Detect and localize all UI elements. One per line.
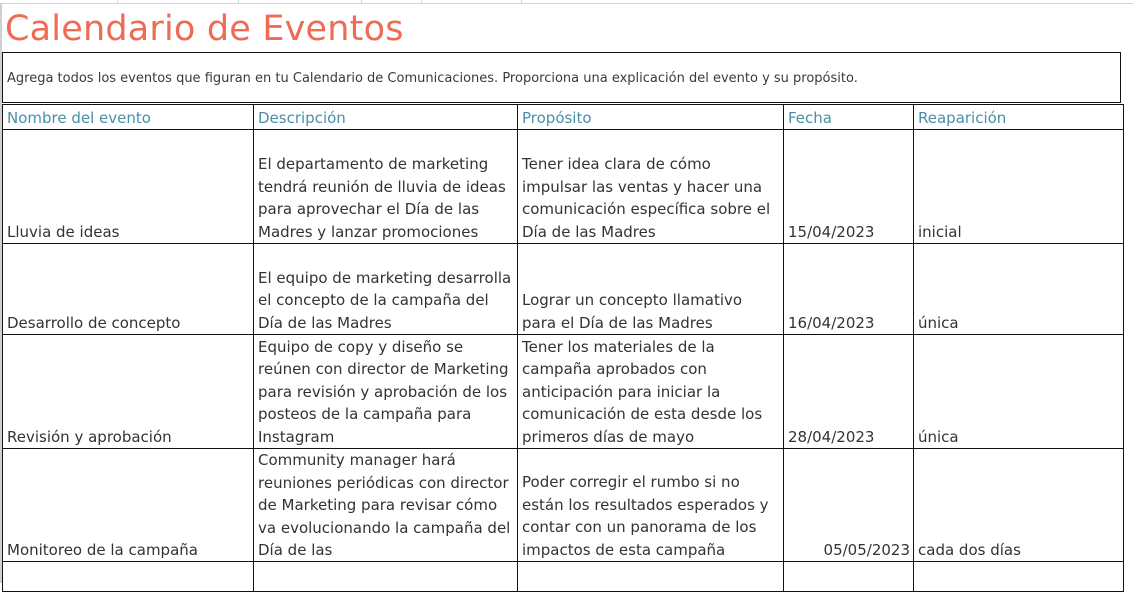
- event-date-cell[interactable]: 28/04/2023: [784, 335, 914, 449]
- event-purpose-cell[interactable]: Poder corregir el rumbo si no están los resultados esperados y contar con un panorama de los impactos de esta campaña: [518, 449, 784, 562]
- gridline: [117, 0, 118, 3]
- event-recurrence-cell[interactable]: única: [914, 244, 1124, 335]
- gridline: [361, 0, 362, 3]
- gridline: [521, 0, 522, 3]
- gridline: [238, 0, 239, 3]
- event-name-cell[interactable]: Lluvia de ideas: [3, 130, 254, 244]
- event-description-cell[interactable]: El departamento de marketing tendrá reunión de lluvia de ideas para aprovechar el Día de las Madres y lanzar promociones: [254, 130, 518, 244]
- event-recurrence-cell[interactable]: inicial: [914, 130, 1124, 244]
- page-title[interactable]: Calendario de Eventos: [5, 9, 404, 49]
- header-purpose[interactable]: Propósito: [518, 105, 784, 130]
- gridline: [421, 0, 422, 3]
- event-description-cell[interactable]: Equipo de copy y diseño se reúnen con director de Marketing para revisión y aprobación de los posteos de la campaña para Instagram: [254, 335, 518, 449]
- header-row: [3, 105, 1124, 130]
- event-name-cell[interactable]: Monitoreo de la campaña: [3, 449, 254, 562]
- event-purpose-cell[interactable]: Lograr un concepto llamativo para el Día de las Madres: [518, 244, 784, 335]
- table-row: [3, 130, 1124, 244]
- event-date-cell[interactable]: 05/05/2023: [784, 449, 914, 562]
- event-purpose-cell[interactable]: [518, 562, 784, 592]
- event-description-cell[interactable]: El equipo de marketing desarrolla el concepto de la campaña del Día de las Madres: [254, 244, 518, 335]
- event-name-cell[interactable]: [3, 562, 254, 592]
- event-purpose-cell[interactable]: Tener idea clara de cómo impulsar las ventas y hacer una comunicación específica sobre el Día de las Madres: [518, 130, 784, 244]
- event-description-text: Community manager hará reuniones periódicas con director de Marketing para revisar cómo va evolucionando la campaña del Día de las: [258, 451, 511, 559]
- table-row: [3, 244, 1124, 335]
- event-recurrence-cell[interactable]: única: [914, 335, 1124, 449]
- event-recurrence-cell[interactable]: [914, 562, 1124, 592]
- instructions-cell[interactable]: Agrega todos los eventos que figuran en tu Calendario de Comunicaciones. Proporciona una explicación del evento y su propósito.: [2, 52, 1121, 103]
- table-row: [3, 335, 1124, 449]
- header-date[interactable]: Fecha: [784, 105, 914, 130]
- column-gridlines: [0, 0, 1133, 4]
- event-date-cell[interactable]: 15/04/2023: [784, 130, 914, 244]
- event-name-cell[interactable]: Revisión y aprobación: [3, 335, 254, 449]
- event-date-cell[interactable]: [784, 562, 914, 592]
- header-name[interactable]: Nombre del evento: [3, 105, 254, 130]
- event-description-cell[interactable]: [254, 449, 518, 562]
- event-purpose-cell[interactable]: Tener los materiales de la campaña aprobados con anticipación para iniciar la comunicación de esta desde los primeros días de mayo: [518, 335, 784, 449]
- header-recurrence[interactable]: Reaparición: [914, 105, 1124, 130]
- event-name-cell[interactable]: Desarrollo de concepto: [3, 244, 254, 335]
- event-description-cell[interactable]: [254, 562, 518, 592]
- header-description[interactable]: Descripción: [254, 105, 518, 130]
- event-recurrence-cell[interactable]: cada dos días: [914, 449, 1124, 562]
- table-row-empty: [3, 562, 1124, 592]
- table-row: [3, 449, 1124, 562]
- event-date-cell[interactable]: 16/04/2023: [784, 244, 914, 335]
- events-table: [2, 104, 1124, 592]
